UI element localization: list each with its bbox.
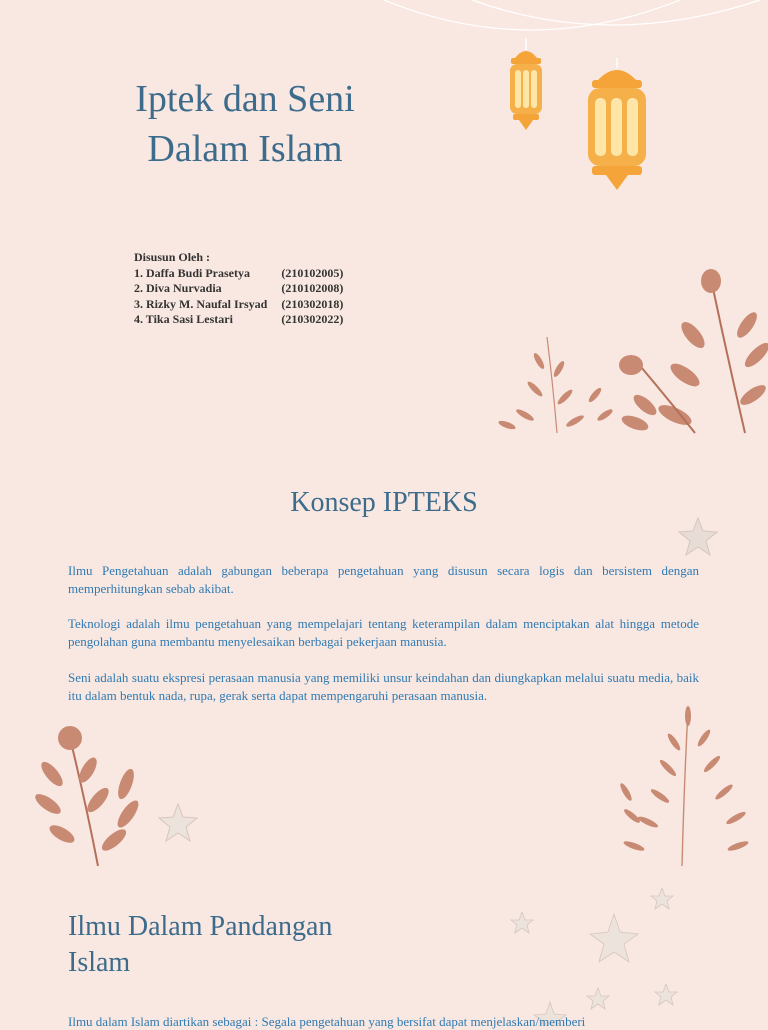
author-row bbox=[134, 281, 343, 297]
page-title-line-2: Dalam Islam bbox=[147, 128, 343, 170]
section-heading-ilmu-line-1: Ilmu Dalam Pandangan bbox=[68, 911, 333, 942]
leaf-branch-icon bbox=[612, 706, 752, 868]
paragraph-teknologi: Teknologi adalah ilmu pengetahuan yang mempelajari tentang keterampilan dalam menciptakan alat hingga metode pengolahan guna membantu menyelesaikan berbagai pekerjaan manusia. bbox=[68, 616, 699, 649]
author-row bbox=[134, 312, 343, 328]
star-icon bbox=[678, 516, 718, 556]
page-title-line-1: Iptek dan Seni bbox=[135, 78, 355, 120]
leaf-branch-icon bbox=[495, 265, 768, 435]
author-row bbox=[134, 297, 343, 313]
leaf-branch-icon bbox=[28, 724, 148, 869]
author-heading: Disusun Oleh : bbox=[134, 250, 211, 264]
paragraph-seni: Seni adalah suatu ekspresi perasaan manusia yang memiliki unsur keindahan dan diungkapkan melalui suatu media, baik itu dalam bentuk nada, rupa, gerak serta dapat mempengaruhi perasaan manusia. bbox=[68, 670, 699, 703]
author-nim: (210102008) bbox=[281, 281, 344, 295]
section-heading-ilmu bbox=[68, 909, 398, 981]
small-lantern-icon bbox=[505, 38, 547, 134]
author-nim: (210302018) bbox=[281, 296, 344, 311]
author-list bbox=[134, 250, 343, 328]
paragraph-ilmu-islam-cut: Ilmu dalam Islam diartikan sebagai : Segala pengetahuan yang bersifat dapat menjelaskan/memberi bbox=[68, 1014, 586, 1029]
star-cluster-decoration bbox=[508, 884, 688, 1024]
section-heading-konsep: Konsep IPTEKS bbox=[290, 487, 478, 518]
author-row bbox=[134, 266, 343, 282]
author-name: 4. Tika Sasi Lestari bbox=[134, 312, 233, 326]
star-icon bbox=[158, 802, 198, 842]
hanging-strings-decoration bbox=[380, 0, 768, 50]
author-nim: (210302022) bbox=[281, 312, 344, 326]
large-lantern-icon bbox=[584, 58, 650, 196]
author-nim: (210102005) bbox=[281, 265, 344, 280]
author-name: 3. Rizky M. Naufal Irsyad bbox=[134, 296, 268, 311]
author-name: 2. Diva Nurvadia bbox=[134, 281, 222, 295]
author-table bbox=[134, 266, 343, 328]
author-name: 1. Daffa Budi Prasetya bbox=[134, 265, 250, 280]
paragraph-ilmu-pengetahuan: Ilmu Pengetahuan adalah gabungan beberapa pengetahuan yang disusun secara logis dan bersistem dengan memperhitungkan sebab akibat. bbox=[68, 563, 699, 596]
page-title bbox=[80, 74, 410, 174]
section-heading-ilmu-line-2: Islam bbox=[68, 947, 131, 978]
